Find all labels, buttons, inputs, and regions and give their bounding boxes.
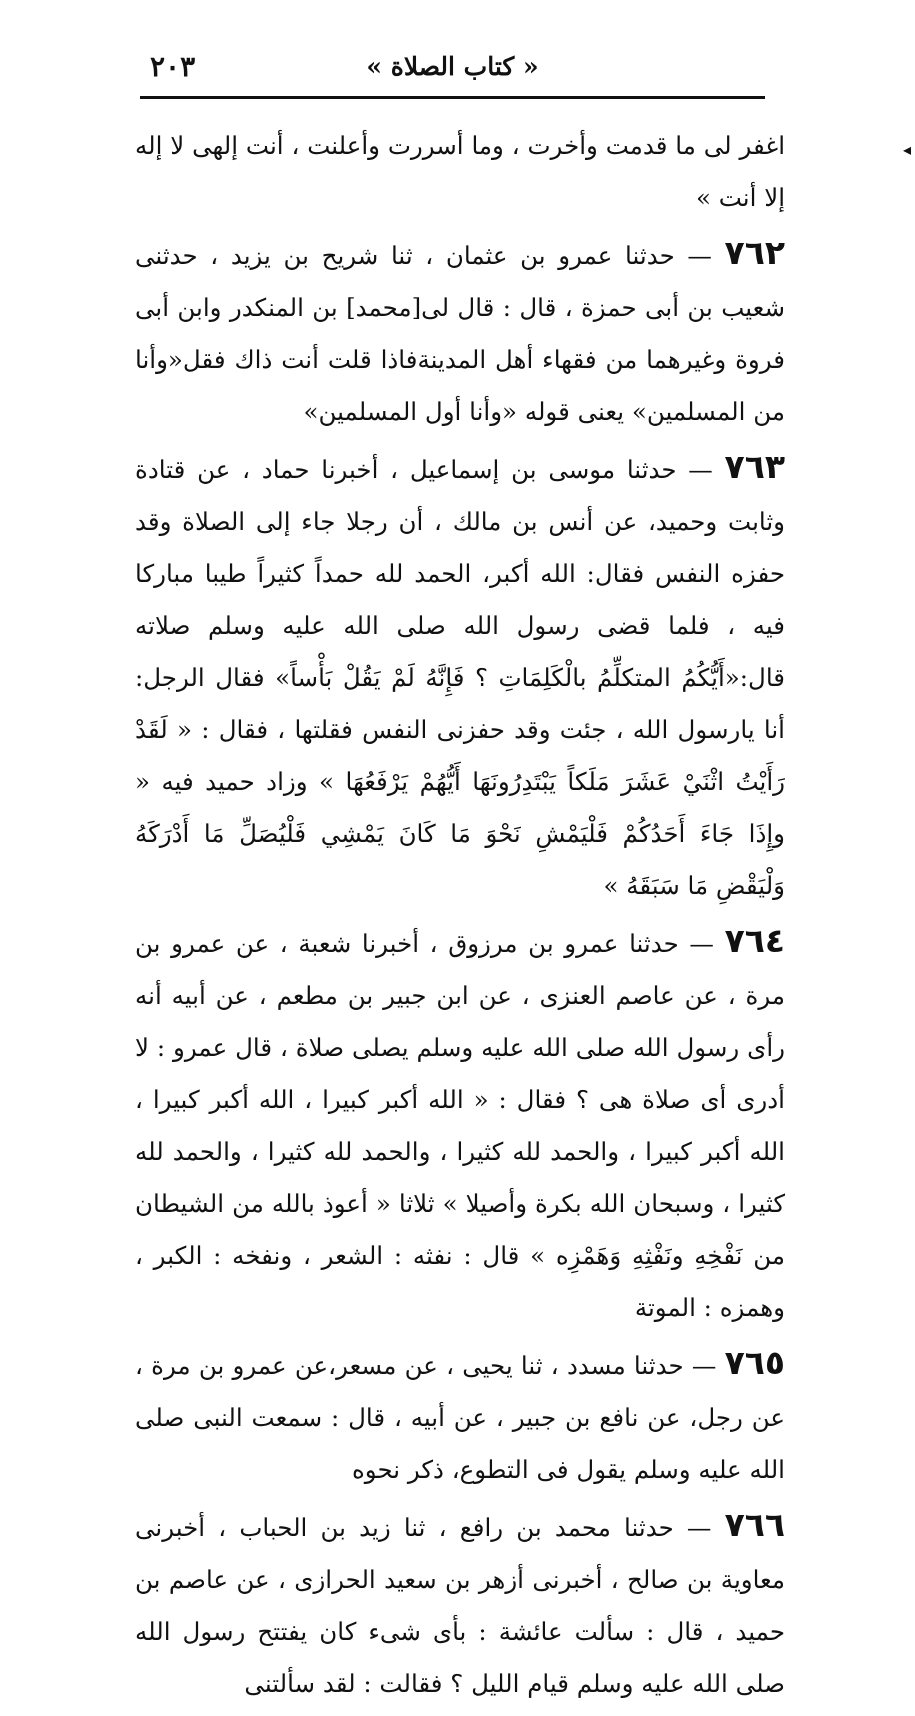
- body-text: [135, 120, 785, 1716]
- hadith-number: ٧٦٣: [724, 447, 785, 486]
- hadith-paragraph: [135, 1340, 785, 1496]
- running-head: [140, 50, 765, 96]
- hadith-paragraph: [135, 444, 785, 912]
- hadith-text: — حدثنا عمرو بن عثمان ، ثنا شريح بن يزيد ، حدثنى شعيب بن أبى حمزة ، قال : قال لى[محمد] بن المنكدر وابن أبى فروة وغيرهما من فقهاء أهل المدينةفاذا قلت أنت ذاك فقل«وأنا من المسلمين» يعنى قوله «وأنا أول المسلمين»: [135, 241, 785, 426]
- hadith-number: ٧٦٥: [724, 1343, 785, 1382]
- hadith-paragraph: [135, 1502, 785, 1710]
- hadith-number: ٧٦٦: [724, 1505, 785, 1544]
- hadith-text: — حدثنا محمد بن رافع ، ثنا زيد بن الحباب ، أخبرنى معاوية بن صالح ، أخبرنى أزهر بن سعيد الحرازى ، عن عاصم بن حميد ، قال : سألت عائشة : بأى شىء كان يفتتح رسول الله صلى الله عليه وسلم قيام الليل ؟ فقالت : لقد سألتنى: [135, 1513, 785, 1698]
- header-rule: [140, 96, 765, 99]
- hadith-text: اغفر لى ما قدمت وأخرت ، وما أسررت وأعلنت ، أنت إلهى لا إله إلا أنت »: [135, 131, 785, 212]
- hadith-text: — حدثنا مسدد ، ثنا يحيى ، عن مسعر،عن عمرو بن مرة ، عن رجل، عن نافع بن جبير ، عن أبيه ، قال : سمعت النبى صلى الله عليه وسلم يقول فى التطوع، ذكر نحوه: [135, 1351, 785, 1484]
- hadith-number: ٧٦٢: [724, 233, 785, 272]
- hadith-text: — حدثنا عمرو بن مرزوق ، أخبرنا شعبة ، عن عمرو بن مرة ، عن عاصم العنزى ، عن ابن جبير بن مطعم ، عن أبيه أنه رأى رسول الله صلى الله عليه وسلم يصلى صلاة ، قال عمرو : لا أدرى أى صلاة هى ؟ فقال : « الله أكبر كبيرا ، الله أكبر كبيرا ، الله أكبر كبيرا ، والحمد لله كثيرا ، والحمد لله كثيرا ، والحمد لله كثيرا ، وسبحان الله بكرة وأصيلا » ثلاثا « أعوذ بالله من الشيطان من نَفْخِهِ ونَفْثِهِ وَهَمْزِه » قال : نفثه : الشعر ، ونفخه : الكبر ، وهمزه : الموتة: [135, 929, 785, 1322]
- hadith-paragraph: [135, 918, 785, 1334]
- hadith-paragraph: [135, 120, 785, 224]
- page-number: ٢٠٣: [150, 50, 196, 83]
- hadith-number: ٧٦٤: [724, 921, 785, 960]
- book-title: « كتاب الصلاة »: [366, 52, 539, 81]
- page-edge-mark: ◂: [902, 140, 911, 159]
- hadith-paragraph: [135, 230, 785, 438]
- hadith-text: — حدثنا موسى بن إسماعيل ، أخبرنا حماد ، عن قتادة وثابت وحميد، عن أنس بن مالك ، أن رجلا جاء إلى الصلاة وقد حفزه النفس فقال: الله أكبر، الحمد لله حمداً كثيراً طيبا مباركا فيه ، فلما قضى رسول الله صلى الله عليه وسلم صلاته قال:«أَيُّكُمُ المتكلِّمُ بالْكَلِمَاتِ ؟ فَإِنَّهُ لَمْ يَقُلْ بَأْساً» فقال الرجل: أنا يارسول الله ، جئت وقد حفزنى النفس فقلتها ، فقال : « لَقَدْ رَأَيْتُ اثْنَيْ عَشَرَ مَلَكاً يَبْتَدِرُونَهَا أَيُّهُمْ يَرْفَعُهَا » وزاد حميد فيه « وإِذَا جَاءَ أَحَدُكُمْ فَلْيَمْشِ نَحْوَ مَا كَانَ يَمْشِي فَلْيُصَلِّ مَا أَدْرَكَهُ وَلْيَقْضِ مَا سَبَقَهُ »: [135, 455, 785, 900]
